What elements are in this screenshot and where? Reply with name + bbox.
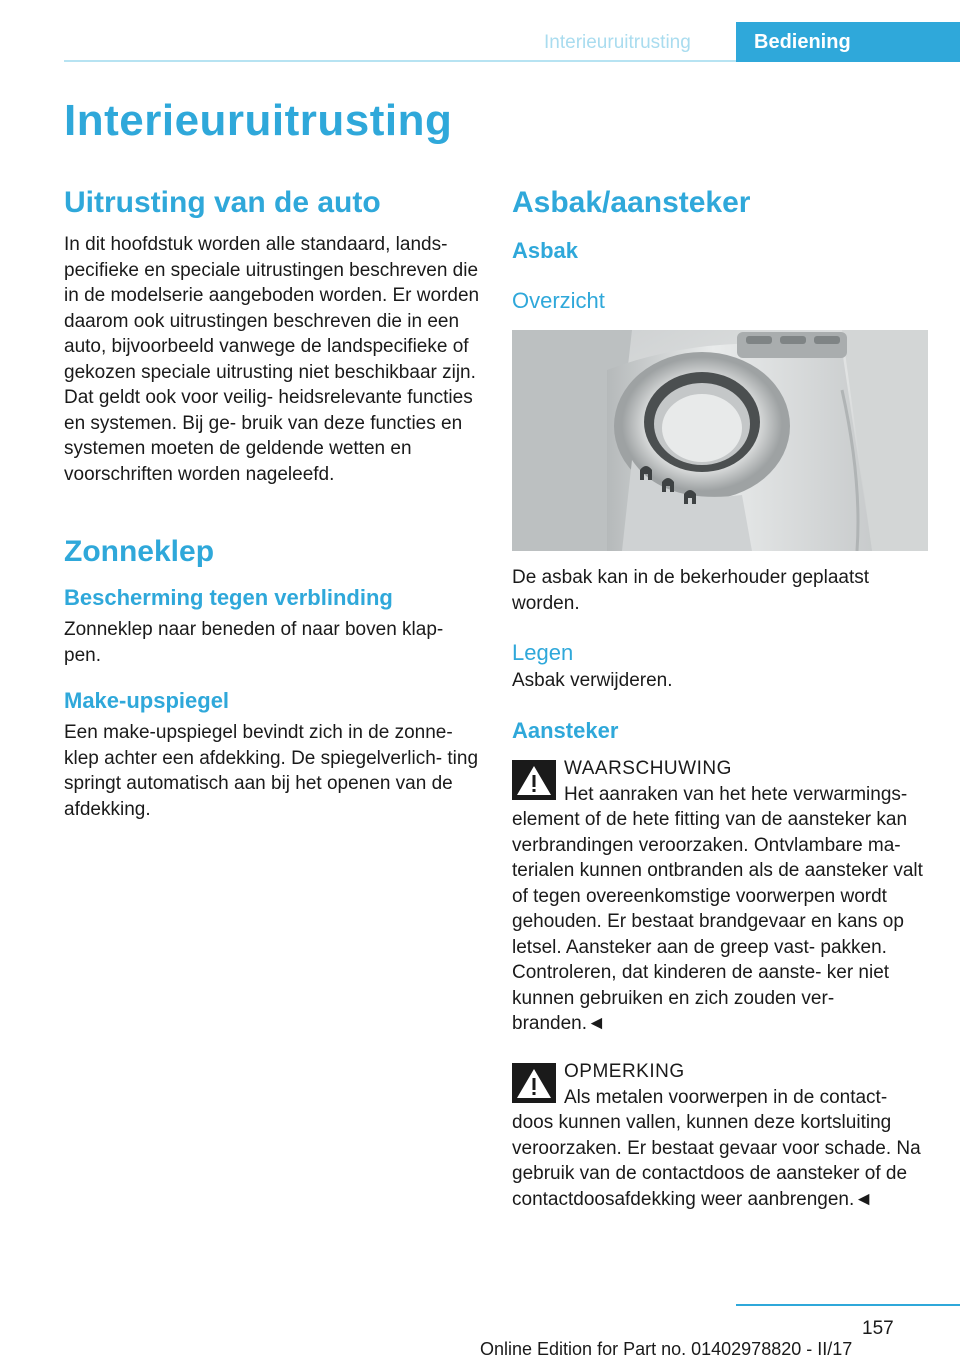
note-first-line: Als metalen voorwerpen in de contact-: [564, 1086, 888, 1108]
warning-label: WAARSCHUWING: [564, 757, 732, 779]
text-uitrusting: In dit hoofdstuk worden alle standaard, lands- pecifieke en speciale uitrustingen beschreven die in de modelserie aangeboden worden. Er worden daarom ook uitrustingen beschreven die in een auto, bijvoorbeeld vanwege de landspecifieke of gekozen speciale uitrusting niet beschikbaar zijn. Dat geldt ook voor veilig- heidsrelevante functies en systemen. Bij ge- bruik van deze functies en systemen moeten de geldende wetten en voorschriften worden nageleefd.: [64, 234, 480, 485]
text-photo-caption: De asbak kan in de bekerhouder geplaatst worden.: [512, 567, 870, 614]
heading-bescherming: Bescherming tegen verblinding: [64, 585, 393, 610]
footer-edition: Online Edition for Part no. 01402978820 - II/17: [480, 1339, 853, 1359]
page-number: 157: [862, 1318, 894, 1339]
header-chapter-tab: [736, 22, 960, 62]
note-block: [512, 1059, 930, 1213]
text-bescherming: Zonneklep naar beneden of naar boven klap- pen.: [64, 619, 444, 666]
note-label: OPMERKING: [564, 1060, 685, 1082]
heading-zonneklep: Zonneklep: [64, 535, 215, 568]
heading-asbak-aansteker: Asbak/aansteker: [512, 186, 751, 219]
footer-rule: [736, 1304, 960, 1306]
heading-aansteker: Aansteker: [512, 717, 619, 743]
heading-make-upspiegel: Make-upspiegel: [64, 688, 230, 713]
note-text: doos kunnen vallen, kunnen deze kortsluiting veroorzaken. Er bestaat gevaar voor schade. Na gebruik van de contactdoos de aansteker of de contactdoosafdekking weer aanbrengen.◄: [512, 1112, 921, 1210]
left-column: [64, 184, 482, 822]
heading-asbak: Asbak: [512, 238, 579, 263]
header-section-title: Interieuruitrusting: [544, 32, 691, 53]
right-column: [512, 184, 930, 1212]
heading-legen: Legen: [512, 640, 574, 665]
page-title: Interieuruitrusting: [64, 96, 453, 145]
header-chapter-label: Bediening: [754, 31, 851, 53]
heading-uitrusting: Uitrusting van de auto: [64, 186, 381, 219]
warning-triangle-icon: [512, 760, 556, 800]
text-make-upspiegel: Een make-upspiegel bevindt zich in de zonne- klep achter een afdekking. De spiegelverlich- ting springt automatisch aan bij het openen van de afdekking.: [64, 722, 479, 820]
warning-text: element of de hete fitting van de aansteker kan verbrandingen veroorzaken. Ontvlambare ma- terialen kunnen ontbranden als de aansteker valt of tegen overeenkomstige voorwerpen wordt gehouden. Er bestaat brandgevaar en kans op letsel. Aansteker aan de greep vast- pakken. Controleren, dat kinderen de aanste- ker niet kunnen gebruiken en zich zouden ver- branden.◄: [512, 809, 923, 1034]
heading-overzicht: Overzicht: [512, 288, 605, 313]
warning-first-line: Het aanraken van het hete verwarmings-: [564, 783, 908, 805]
warning-triangle-icon: [512, 1063, 556, 1103]
ashtray-photo: [512, 330, 928, 551]
text-legen: Asbak verwijderen.: [512, 670, 673, 691]
warning-block: [512, 756, 930, 1037]
